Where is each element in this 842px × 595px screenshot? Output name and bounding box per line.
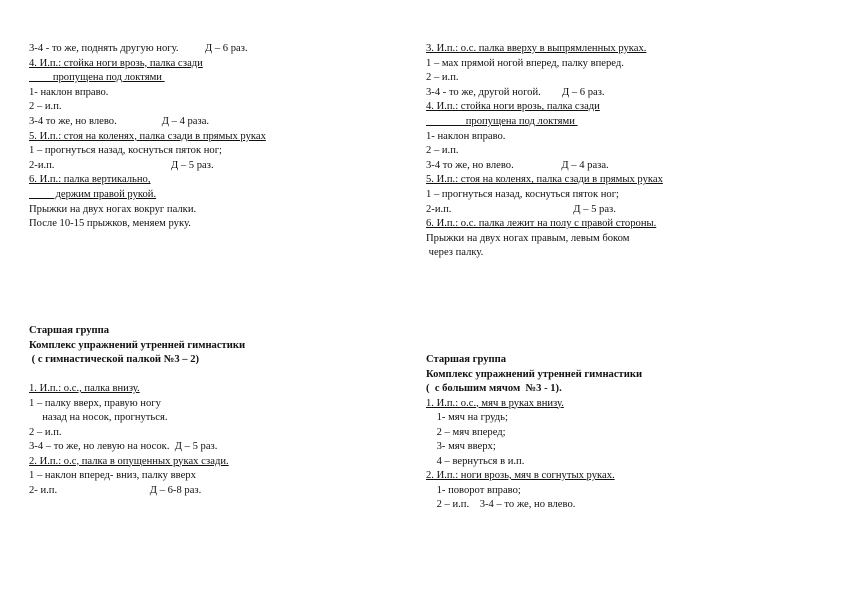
text-line: 6. И.п.: о.с. палка лежит на полу с правой стороны.: [426, 218, 657, 230]
text-line: назад на носок, прогнуться.: [29, 412, 168, 423]
text-line: Комплекс упражнений утренней гимнастики: [29, 339, 246, 351]
text-line: 1 – прогнуться назад, коснуться пяток ног;: [29, 145, 222, 157]
text-line: ( с гимнастической палкой №3 – 2): [29, 354, 200, 365]
text-line: Старшая группа: [426, 354, 507, 365]
text-line: 1- наклон вправо.: [29, 86, 109, 98]
text-line: 2. И.п.: о.с, палка в опущенных руках сзади.: [29, 455, 229, 467]
text-line: 6. И.п.: палка вертикально,: [29, 174, 151, 186]
text-line: Комплекс упражнений утренней гимнастики: [426, 368, 643, 380]
text-line: пропущена под локтями: [426, 116, 578, 127]
text-line: ( с большим мячом №3 - 1).: [426, 383, 562, 394]
text-line: 3-4 - то же, другой ногой. Д – 6 раз.: [426, 86, 605, 98]
text-line: 2 – и.п.: [426, 72, 459, 84]
text-line: 5. И.п.: стоя на коленях, палка сзади в прямых руках: [426, 174, 663, 186]
text-line: 1- наклон вправо.: [426, 130, 506, 142]
text-line: 3-4 - то же, поднять другую ногу. Д – 6 раз.: [29, 43, 248, 54]
text-line: 2 – и.п.: [29, 426, 62, 438]
text-line: 3- мяч вверх;: [426, 441, 496, 452]
text-line: 2-и.п. Д – 5 раз.: [29, 159, 214, 171]
text-line: 2-и.п. Д – 5 раз.: [426, 203, 616, 215]
text-line: 2 – и.п. 3-4 – то же, но влево.: [426, 499, 576, 510]
text-line: Прыжки на двух ногах правым, левым боком: [426, 232, 630, 244]
text-line: 1 – палку вверх, правую ногу: [29, 397, 161, 409]
text-line: После 10-15 прыжков, меняем руку.: [29, 218, 191, 230]
text-line: 4. И.п.: стойка ноги врозь, палка сзади: [29, 57, 203, 69]
text-line: Старшая группа: [29, 325, 110, 336]
text-line: 1 – мах прямой ногой вперед, палку вперед.: [426, 57, 624, 69]
text-line: 1. И.п.: о.с., палка внизу.: [29, 383, 140, 394]
text-line: 1. И.п.: о.с., мяч в руках внизу.: [426, 397, 564, 409]
text-line: 3-4 то же, но влево. Д – 4 раза.: [426, 159, 609, 171]
text-line: 2- и.п. Д – 6-8 раз.: [29, 484, 202, 496]
text-line: 4 – вернуться в и.п.: [426, 455, 525, 467]
text-line: 4. И.п.: стойка ноги врозь, палка сзади: [426, 101, 600, 113]
text-line: 2 – мяч вперед;: [426, 426, 506, 438]
text-line: 3-4 – то же, но левую на носок. Д – 5 раз.: [29, 441, 218, 452]
text-line: 2 – и.п.: [426, 145, 459, 157]
text-line: 3. И.п.: о.с. палка вверху в выпрямленных руках.: [426, 43, 647, 54]
text-line: пропущена под локтями: [29, 72, 165, 84]
text-line: 1- поворот вправо;: [426, 484, 521, 496]
text-line: 5. И.п.: стоя на коленях, палка сзади в прямых руках: [29, 130, 266, 142]
text-line: 2. И.п.: ноги врозь, мяч в согнутых руках.: [426, 470, 615, 481]
text-line: держим правой рукой.: [29, 189, 157, 200]
text-line: 1 – наклон вперед- вниз, палку вверх: [29, 470, 196, 481]
text-line: 1 – прогнуться назад, коснуться пяток ног;: [426, 189, 619, 200]
text-line: 3-4 то же, но влево. Д – 4 раза.: [29, 116, 210, 127]
text-line: через палку.: [426, 247, 484, 259]
text-line: 1- мяч на грудь;: [426, 412, 508, 423]
text-line: Прыжки на двух ногах вокруг палки.: [29, 203, 197, 215]
text-line: 2 – и.п.: [29, 101, 62, 113]
